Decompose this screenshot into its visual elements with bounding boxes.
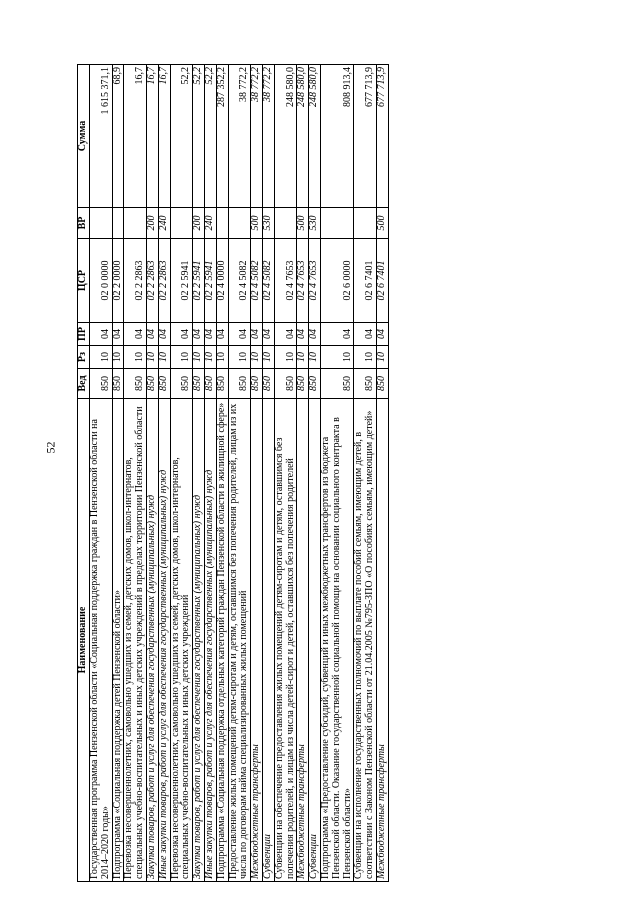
cell-rz: 10 bbox=[228, 346, 251, 369]
cell-rz: 10 bbox=[376, 346, 388, 369]
cell-ved: 850 bbox=[146, 369, 158, 399]
page-number: 52 bbox=[43, 441, 58, 454]
cell-sum: 16,7 bbox=[124, 65, 147, 208]
cell-name: Перевозка несовершеннолетних, самовольно ушедших из семей, детских домов, школ-интернатов, специальных учебно-воспитательных и иных детских учреждений bbox=[170, 399, 193, 882]
cell-csr: 02 2 0000 bbox=[112, 239, 124, 323]
cell-name: Государственная программа Пензенской области «Социальная поддержка граждан в Пензенской области на 2014–2020 годы» bbox=[90, 399, 113, 882]
table-row bbox=[124, 65, 147, 882]
cell-pr: 04 bbox=[262, 323, 274, 346]
cell-pr: 04 bbox=[204, 323, 216, 346]
table-row bbox=[262, 65, 274, 882]
cell-vr: 240 bbox=[204, 208, 216, 239]
cell-sum: 16,7 bbox=[146, 65, 158, 208]
table-row bbox=[251, 65, 263, 882]
cell-csr: 02 2 2863 bbox=[158, 239, 170, 323]
cell-vr bbox=[320, 208, 353, 239]
cell-vr bbox=[112, 208, 124, 239]
cell-name: Межбюджетные трансферты bbox=[376, 399, 388, 882]
cell-rz: 10 bbox=[320, 346, 353, 369]
cell-pr: 04 bbox=[158, 323, 170, 346]
cell-csr: 02 6 0000 bbox=[320, 239, 353, 323]
cell-pr: 04 bbox=[354, 323, 377, 346]
cell-csr: 02 2 5941 bbox=[170, 239, 193, 323]
cell-ved: 850 bbox=[309, 369, 321, 399]
cell-pr: 04 bbox=[216, 323, 228, 346]
cell-pr: 04 bbox=[146, 323, 158, 346]
cell-rz: 10 bbox=[216, 346, 228, 369]
cell-name: Субвенции на обеспечение предоставления жилых помещений детям-сиротам и детям, оставшимся без попечения родителей, и лицам из числа детей-сирот и детей, оставшихся без попечения родителей bbox=[274, 399, 297, 882]
header-rz: Рз bbox=[78, 346, 90, 369]
cell-vr: 500 bbox=[251, 208, 263, 239]
cell-csr: 02 6 7401 bbox=[376, 239, 388, 323]
cell-pr: 04 bbox=[376, 323, 388, 346]
table-row bbox=[204, 65, 216, 882]
table-header-row bbox=[78, 65, 90, 882]
cell-rz: 10 bbox=[309, 346, 321, 369]
cell-rz: 10 bbox=[112, 346, 124, 369]
cell-rz: 10 bbox=[354, 346, 377, 369]
cell-vr bbox=[228, 208, 251, 239]
cell-name: Подпрограмма «Социальная поддержка отдельных категорий граждан Пензенской области в жилищной сфере» bbox=[216, 399, 228, 882]
table-row bbox=[376, 65, 388, 882]
cell-sum: 38 772,2 bbox=[262, 65, 274, 208]
table-body bbox=[90, 65, 389, 882]
cell-rz: 10 bbox=[297, 346, 309, 369]
cell-ved: 850 bbox=[320, 369, 353, 399]
cell-pr: 04 bbox=[320, 323, 353, 346]
cell-vr: 500 bbox=[376, 208, 388, 239]
cell-ved: 850 bbox=[124, 369, 147, 399]
cell-name: Иные закупки товаров, работ и услуг для обеспечения государственных (муниципальных) нужд bbox=[204, 399, 216, 882]
table-row bbox=[309, 65, 321, 882]
table-row bbox=[158, 65, 170, 882]
cell-rz: 10 bbox=[262, 346, 274, 369]
cell-name: Закупка товаров, работ и услуг для обеспечения государственных (муниципальных) нужд bbox=[146, 399, 158, 882]
cell-rz: 10 bbox=[170, 346, 193, 369]
cell-sum: 16,7 bbox=[158, 65, 170, 208]
cell-ved: 850 bbox=[158, 369, 170, 399]
cell-vr bbox=[124, 208, 147, 239]
cell-sum: 677 713,9 bbox=[376, 65, 388, 208]
cell-vr: 530 bbox=[309, 208, 321, 239]
cell-pr: 04 bbox=[193, 323, 205, 346]
cell-ved: 850 bbox=[228, 369, 251, 399]
cell-rz: 10 bbox=[193, 346, 205, 369]
cell-sum: 808 913,4 bbox=[320, 65, 353, 208]
cell-name: Субвенции bbox=[309, 399, 321, 882]
cell-rz: 10 bbox=[274, 346, 297, 369]
cell-rz: 10 bbox=[124, 346, 147, 369]
cell-vr bbox=[170, 208, 193, 239]
cell-sum: 248 580,0 bbox=[297, 65, 309, 208]
header-sum: Сумма bbox=[78, 65, 90, 208]
cell-sum: 38 772,2 bbox=[251, 65, 263, 208]
cell-ved: 850 bbox=[354, 369, 377, 399]
cell-csr: 02 6 7401 bbox=[354, 239, 377, 323]
cell-sum: 68,9 bbox=[112, 65, 124, 208]
cell-csr: 02 4 7653 bbox=[309, 239, 321, 323]
cell-sum: 52,2 bbox=[170, 65, 193, 208]
cell-csr: 02 4 0000 bbox=[216, 239, 228, 323]
cell-vr bbox=[354, 208, 377, 239]
cell-pr: 04 bbox=[297, 323, 309, 346]
cell-name: Иные закупки товаров, работ и услуг для обеспечения государственных (муниципальных) нужд bbox=[158, 399, 170, 882]
table-row bbox=[228, 65, 251, 882]
table-row bbox=[112, 65, 124, 882]
header-vr: ВР bbox=[78, 208, 90, 239]
cell-rz: 10 bbox=[146, 346, 158, 369]
cell-sum: 52,2 bbox=[193, 65, 205, 208]
table-row bbox=[274, 65, 297, 882]
cell-sum: 1 615 371,1 bbox=[90, 65, 113, 208]
table-row bbox=[297, 65, 309, 882]
cell-ved: 850 bbox=[90, 369, 113, 399]
cell-pr: 04 bbox=[170, 323, 193, 346]
cell-ved: 850 bbox=[193, 369, 205, 399]
cell-csr: 02 2 2863 bbox=[124, 239, 147, 323]
cell-vr: 200 bbox=[193, 208, 205, 239]
table-row bbox=[193, 65, 205, 882]
cell-csr: 02 4 5082 bbox=[262, 239, 274, 323]
cell-ved: 850 bbox=[216, 369, 228, 399]
cell-csr: 02 0 0000 bbox=[90, 239, 113, 323]
cell-csr: 02 4 7653 bbox=[274, 239, 297, 323]
cell-vr: 530 bbox=[262, 208, 274, 239]
table-row bbox=[90, 65, 113, 882]
cell-pr: 04 bbox=[112, 323, 124, 346]
header-csr: ЦСР bbox=[78, 239, 90, 323]
cell-name: Предоставление жилых помещений детям-сиротам и детям, оставшимся без попечения родителей, лицам из их числа по договорам найма специализированных жилых помещений bbox=[228, 399, 251, 882]
cell-rz: 10 bbox=[251, 346, 263, 369]
cell-csr: 02 4 5082 bbox=[251, 239, 263, 323]
cell-name: Подпрограмма «Социальная поддержка детей Пензенской области» bbox=[112, 399, 124, 882]
table-row bbox=[216, 65, 228, 882]
cell-pr: 04 bbox=[228, 323, 251, 346]
cell-ved: 850 bbox=[204, 369, 216, 399]
cell-sum: 287 352,2 bbox=[216, 65, 228, 208]
cell-sum: 677 713,9 bbox=[354, 65, 377, 208]
cell-pr: 04 bbox=[274, 323, 297, 346]
cell-pr: 04 bbox=[124, 323, 147, 346]
cell-ved: 850 bbox=[112, 369, 124, 399]
cell-name: Закупка товаров, работ и услуг для обеспечения государственных (муниципальных) нужд bbox=[193, 399, 205, 882]
cell-name: Межбюджетные трансферты bbox=[251, 399, 263, 882]
budget-table bbox=[77, 64, 389, 882]
header-ved: Вед bbox=[78, 369, 90, 399]
cell-name: Подпрограмма «Предоставление субсидий, субвенций и иных межбюджетных трансфертов из бюджета Пензенской области. Оказание государственной социальной помощи на основании социального контракта в Пензенской области» bbox=[320, 399, 353, 882]
cell-csr: 02 4 7653 bbox=[297, 239, 309, 323]
cell-sum: 248 580,0 bbox=[274, 65, 297, 208]
cell-vr: 200 bbox=[146, 208, 158, 239]
header-name: Наименование bbox=[78, 399, 90, 882]
cell-rz: 10 bbox=[90, 346, 113, 369]
cell-vr: 500 bbox=[297, 208, 309, 239]
cell-sum: 38 772,2 bbox=[228, 65, 251, 208]
cell-rz: 10 bbox=[204, 346, 216, 369]
cell-pr: 04 bbox=[90, 323, 113, 346]
cell-name: Перевозка несовершеннолетних, самовольно ушедших из семей, детских домов, школ-интернатов, специальных учебно-воспитательных и иных детских учреждений в пределах территории Пензенской области bbox=[124, 399, 147, 882]
cell-vr: 240 bbox=[158, 208, 170, 239]
cell-csr: 02 4 5082 bbox=[228, 239, 251, 323]
cell-csr: 02 2 2863 bbox=[146, 239, 158, 323]
cell-name: Межбюджетные трансферты bbox=[297, 399, 309, 882]
cell-ved: 850 bbox=[297, 369, 309, 399]
table-row bbox=[146, 65, 158, 882]
cell-name: Субвенции на исполнение государственных полномочий по выплате пособий семьям, имеющим детей, в соответствии с Законом Пензенской области от 21.04.2005 №795-ЗПО «О пособиях семьям, имеющим детей» bbox=[354, 399, 377, 882]
table-row bbox=[320, 65, 353, 882]
cell-sum: 52,2 bbox=[204, 65, 216, 208]
cell-vr bbox=[274, 208, 297, 239]
cell-pr: 04 bbox=[251, 323, 263, 346]
cell-vr bbox=[216, 208, 228, 239]
cell-sum: 248 580,0 bbox=[309, 65, 321, 208]
cell-ved: 850 bbox=[170, 369, 193, 399]
cell-pr: 04 bbox=[309, 323, 321, 346]
cell-csr: 02 2 5941 bbox=[193, 239, 205, 323]
table-row bbox=[354, 65, 377, 882]
cell-ved: 850 bbox=[274, 369, 297, 399]
cell-csr: 02 2 5941 bbox=[204, 239, 216, 323]
table-row bbox=[170, 65, 193, 882]
cell-ved: 850 bbox=[251, 369, 263, 399]
cell-rz: 10 bbox=[158, 346, 170, 369]
cell-name: Субвенции bbox=[262, 399, 274, 882]
cell-ved: 850 bbox=[376, 369, 388, 399]
cell-ved: 850 bbox=[262, 369, 274, 399]
cell-vr bbox=[90, 208, 113, 239]
header-pr: ПР bbox=[78, 323, 90, 346]
budget-table-container bbox=[77, 65, 592, 882]
